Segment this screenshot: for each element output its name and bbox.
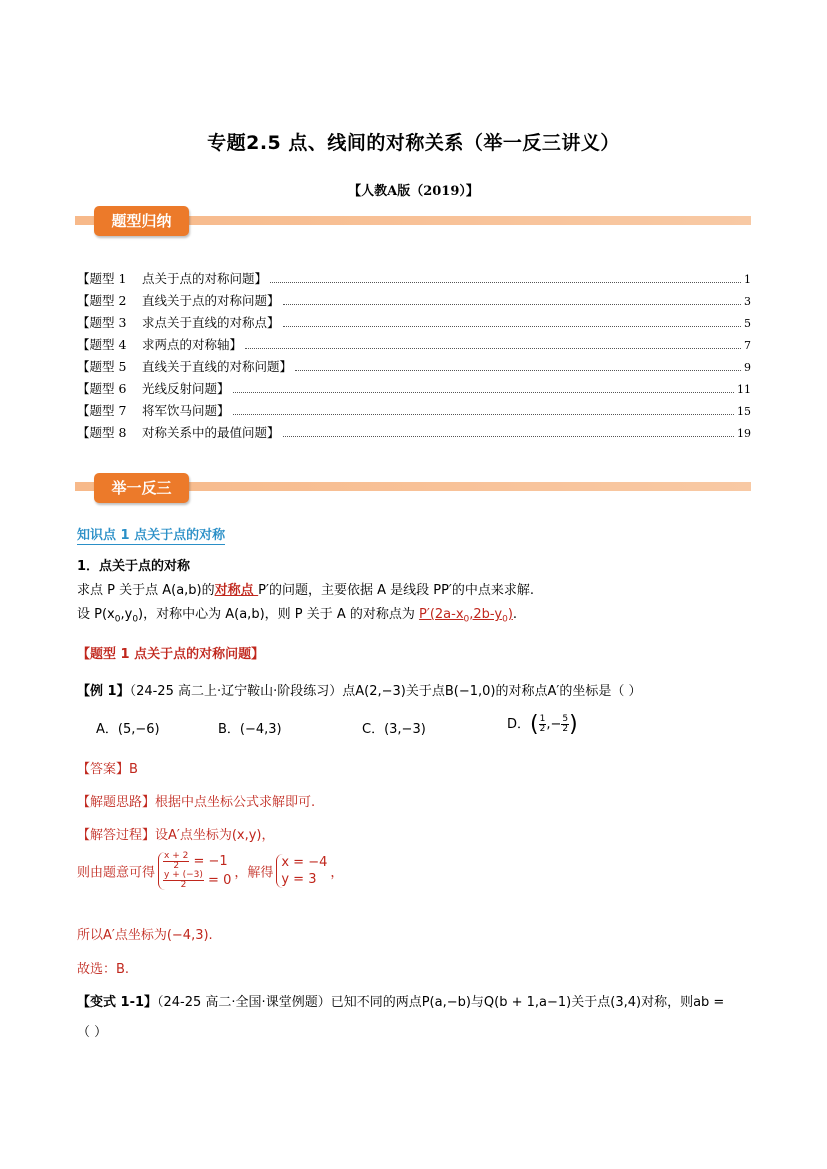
toc-item[interactable]: [77, 423, 751, 443]
toc-tag: 【题型 6: [77, 381, 127, 396]
solution-result: 所以A′点坐标为(−4,3).: [77, 928, 213, 943]
toc-title: 求两点的对称轴】: [142, 337, 243, 352]
toc-title: 对称关系中的最值问题】: [142, 425, 280, 440]
separator: ,−: [546, 717, 562, 732]
fraction: [163, 871, 204, 890]
summary-banner: 题型归纳: [94, 206, 189, 236]
variant-blank: （ ）: [77, 1025, 108, 1040]
toc-item[interactable]: [77, 335, 751, 355]
solution-choice: 故选：B.: [77, 962, 130, 977]
fraction: [561, 715, 569, 734]
option-c[interactable]: C．(3,−3): [362, 722, 426, 737]
practice-banner: 举一反三: [94, 473, 189, 503]
example-label: 【例 1】: [77, 684, 130, 699]
text-segment: ，: [330, 865, 344, 881]
option-d-label: D．: [507, 717, 531, 732]
toc-leader: [233, 391, 734, 393]
toc-item[interactable]: [77, 401, 751, 421]
variant-text: 已知不同的两点P(a,−b)与Q(b + 1,a−1)关于点(3,4)对称，则ab =: [330, 995, 725, 1010]
text-segment: ): [507, 607, 513, 622]
toc-title: 将军饮马问题】: [142, 403, 230, 418]
toc-tag: 【题型 7: [77, 403, 127, 418]
denominator: 2: [173, 861, 180, 871]
text-segment: P′的问题，主要依据 A 是线段 PP′的中点来求解.: [258, 583, 535, 598]
toc-item[interactable]: [77, 313, 751, 333]
solution-process: 【解答过程】设A′点坐标为(x,y)，: [77, 828, 275, 843]
text-segment: ,y: [120, 607, 133, 622]
toc-tag: 【题型 3: [77, 315, 127, 330]
key-term: 对称点: [214, 583, 259, 598]
toc-page: 5: [744, 317, 751, 330]
option-a[interactable]: A．(5,−6): [96, 722, 160, 737]
toc-title: 直线关于点的对称问题】: [142, 293, 280, 308]
text-segment: 设 P(x: [77, 607, 115, 622]
option-d[interactable]: D．( $\frac{1}{2}$ ,− $\frac{5}{2}$ ): [507, 712, 578, 737]
toc-title: 直线关于直线的对称问题】: [142, 359, 293, 374]
toc-page: 11: [737, 383, 751, 396]
toc-leader: [283, 325, 741, 327]
text-segment: )，对称中心为 A(a,b)，则 P 关于 A 的对称点为: [138, 607, 420, 622]
numerator: 1: [539, 714, 546, 724]
text-segment: P′(2a-x: [419, 607, 464, 622]
subscript: 0: [132, 614, 139, 625]
toc-page: 7: [744, 339, 751, 352]
toc-item[interactable]: [77, 269, 751, 289]
toc-leader: [283, 435, 734, 437]
toc-title: 光线反射问题】: [142, 381, 230, 396]
answer-formula: [419, 607, 513, 625]
toc-page: 3: [744, 295, 751, 308]
solution-x: x = −4: [281, 855, 328, 870]
toc-item[interactable]: [77, 357, 751, 377]
solution-idea: 【解题思路】根据中点坐标公式求解即可.: [77, 795, 316, 810]
example-source: （24-25 高二上·辽宁鞍山·阶段练习）: [129, 684, 343, 699]
knowledge-heading: 知识点 1 点关于点的对称: [77, 524, 225, 545]
text-segment: 则由题意可得: [77, 865, 156, 881]
page-subtitle: 【人教A版（2019）】: [348, 184, 479, 199]
example-text: 点A(2,−3)关于点B(−1,0)的对称点A′的坐标是（ ）: [342, 684, 642, 699]
text-segment: ，解得: [234, 865, 274, 881]
toc-title: 求点关于直线的对称点】: [142, 315, 280, 330]
option-b[interactable]: B．(−4,3): [218, 722, 282, 737]
solution-system: [276, 854, 327, 888]
toc-item[interactable]: [77, 291, 751, 311]
variant-question: [77, 991, 751, 1010]
toc-tag: 【题型 2: [77, 293, 127, 308]
type-heading: 【题型 1 点关于点的对称问题】: [77, 647, 265, 662]
toc-leader: [283, 303, 741, 305]
equation-system: [158, 852, 231, 890]
toc-leader: [233, 413, 734, 415]
example-question: [77, 680, 641, 699]
denominator: 2: [562, 724, 569, 734]
page-title: 专题2.5 点、线间的对称关系（举一反三讲义）: [207, 132, 620, 154]
toc-tag: 【题型 8: [77, 425, 127, 440]
subscript: 0: [463, 614, 470, 625]
toc-page: 9: [744, 361, 751, 374]
numerator: 5: [562, 714, 569, 724]
toc-page: 1: [744, 273, 751, 286]
toc-leader: [270, 281, 741, 283]
toc-title: 点关于点的对称问题】: [142, 271, 268, 286]
toc-leader: [245, 347, 741, 349]
numerator: x + 2: [164, 851, 189, 861]
solution-y: y = 3: [281, 872, 317, 887]
toc-page: 19: [737, 427, 751, 440]
section-heading: 1．点关于点的对称: [77, 559, 191, 574]
toc-item[interactable]: [77, 379, 751, 399]
toc-leader: [295, 369, 741, 371]
numerator: y + (−3): [164, 870, 203, 880]
variant-label: 【变式 1-1】: [77, 995, 158, 1010]
denominator: 2: [180, 880, 187, 890]
denominator: 2: [539, 724, 546, 734]
equation-system-line: [77, 852, 343, 890]
text-segment: 求点 P 关于点 A(a,b)的: [77, 583, 215, 598]
subscript: 0: [502, 614, 508, 625]
equation-rhs: = 0: [203, 873, 232, 888]
toc-page: 15: [737, 405, 751, 418]
subscript: 0: [114, 614, 121, 625]
text-segment: .: [512, 607, 518, 622]
toc-tag: 【题型 5: [77, 359, 127, 374]
knowledge-line-2: [77, 603, 517, 625]
toc-tag: 【题型 4: [77, 337, 127, 352]
variant-source: （24-25 高二·全国·课堂例题）: [157, 995, 331, 1010]
toc-tag: 【题型 1: [77, 271, 127, 286]
text-segment: ,2b-y: [469, 607, 503, 622]
fraction: [163, 852, 189, 871]
knowledge-line-1: [77, 579, 534, 598]
answer: 【答案】B: [77, 762, 138, 777]
equation-rhs: = −1: [189, 854, 228, 869]
